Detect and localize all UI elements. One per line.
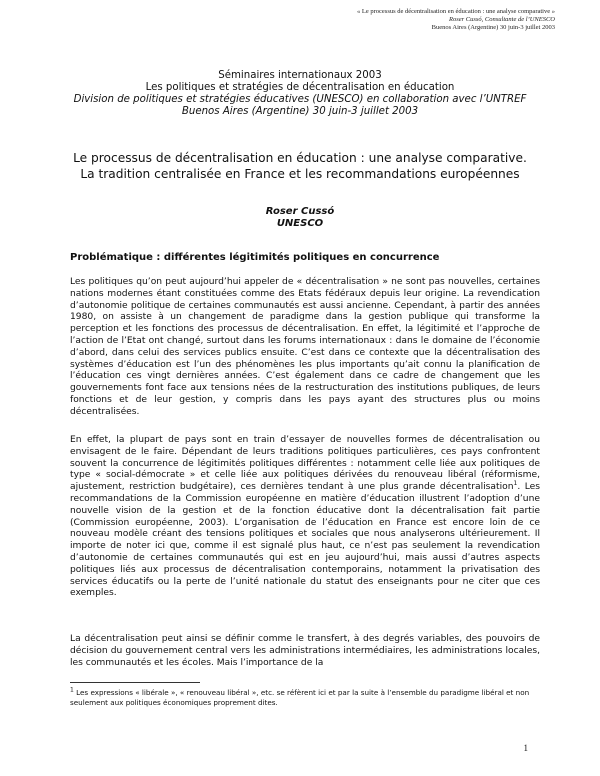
paragraph-2-text-a: En effet, la plupart de pays sont en train d’essayer de nouvelles formes de décentralisation ou envisagent de le faire. Dépendant de leurs traditions politiques particulières, ces pays confrontent souvent la concurrence de légitimités politiques différentes : notamment celle liée aux politiques de type « social-démocrate » et celle liée aux politiques dérivées du renouveau libéral (réformisme, ajustement, restriction budgétaire), ces dernières tendant à une plus grande décentralisation — [70, 435, 540, 493]
paper-title-line1: Le processus de décentralisation en éducation : une analyse comparative. — [73, 151, 527, 165]
running-header — [255, 8, 555, 32]
footnote-divider — [70, 682, 200, 683]
paper-title-line2: La tradition centralisée en France et les recommandations européennes — [80, 167, 520, 181]
seminar-topic: Les politiques et stratégies de décentralisation en éducation — [145, 82, 455, 93]
paragraph-2 — [70, 435, 540, 600]
paragraph-2-text-b: . Les recommandations de la Commission européenne en matière d’éducation illustrent l’adoption d’une nouvelle vision de la gestion et de la fonction éducative dont la décentralisation fait partie (Commission européenne, 2003). L’organisation de l’éducation en France est encore loin de ce nouveau modèle créant des tensions politiques et sociales que nous analyserons ultérieurement. Il importe de noter ici que, comme il est signalé plus haut, ce n’est pas seulement la revendication d’autonomie de certaines communautés qui est en jeu aujourd’hui, mais aussi d’autres aspects politiques liés aux processus de décentralisation contemporains, notamment la privatisation des services éducatifs ou la perte de l’unité nationale du statut des enseignants pour ne citer que ces exemples. — [70, 482, 540, 599]
footnote-number: 1 — [70, 686, 74, 694]
footnote-text: Les expressions « libérale », « renouveau libéral », etc. se réfèrent ici et par la suite à l’ensemble du paradigme libéral et non seulement aux politiques économiques proprement dites. — [70, 688, 530, 707]
seminar-organizer: Division de politiques et stratégies éducatives (UNESCO) en collaboration avec l’UNTREF — [73, 94, 527, 105]
section-heading: Problématique : différentes légitimités politiques en concurrence — [70, 252, 440, 263]
running-header-author: Roser Cussó, Consultante de l’UNESCO — [449, 16, 555, 23]
author-name: Roser Cussó — [265, 206, 335, 217]
paper-title — [60, 150, 540, 182]
paragraph-1: Les politiques qu’on peut aujourd’hui appeler de « décentralisation » ne sont pas nouvelles, certaines nations modernes étant constituées comme des Etats fédéraux depuis leur origine. La revendication d’autonomie politique de certaines communautés est aussi ancienne. Cependant, à partir des années 1980, on assiste à un changement de paradigme dans la gestion publique qui transforme la perception et les fonctions des processus de décentralisation. En effet, la légitimité et l’approche de l’action de l’Etat ont changé, surtout dans les forums internationaux : dans le domaine de l’économie d’abord, dans celui des services publics ensuite. C’est dans ce contexte que la décentralisation des systèmes d’éducation est l’un des phénomènes les plus importants qu’ait connu la planification de l’éducation ces vingt dernières années. C’est également dans ce cadre de changement que les gouvernements font face aux tensions nées de la restructuration des institutions publiques, de leurs fonctions et de leur gestion, y compris dans les pays ayant des structures plus ou moins décentralisées. — [70, 277, 540, 417]
seminar-series: Séminaires internationaux 2003 — [218, 70, 382, 81]
seminar-info — [60, 70, 540, 118]
author-block — [60, 206, 540, 230]
author-affiliation: UNESCO — [276, 218, 324, 229]
seminar-place-date: Buenos Aires (Argentine) 30 juin-3 juillet 2003 — [181, 106, 419, 117]
running-header-title: « Le processus de décentralisation en éducation : une analyse comparative » — [357, 8, 555, 15]
footnote-reference[interactable]: 1 — [513, 480, 518, 488]
running-header-place-date: Buenos Aires (Argentine) 30 juin-3 juillet 2003 — [431, 24, 555, 31]
paragraph-3: La décentralisation peut ainsi se définir comme le transfert, à des degrés variables, des pouvoirs de décision du gouvernement central vers les administrations intermédiaires, les administrations locales, les communautés et les écoles. Mais l’importance de la — [70, 634, 540, 668]
page-number: 1 — [523, 743, 528, 753]
footnote — [70, 688, 540, 708]
